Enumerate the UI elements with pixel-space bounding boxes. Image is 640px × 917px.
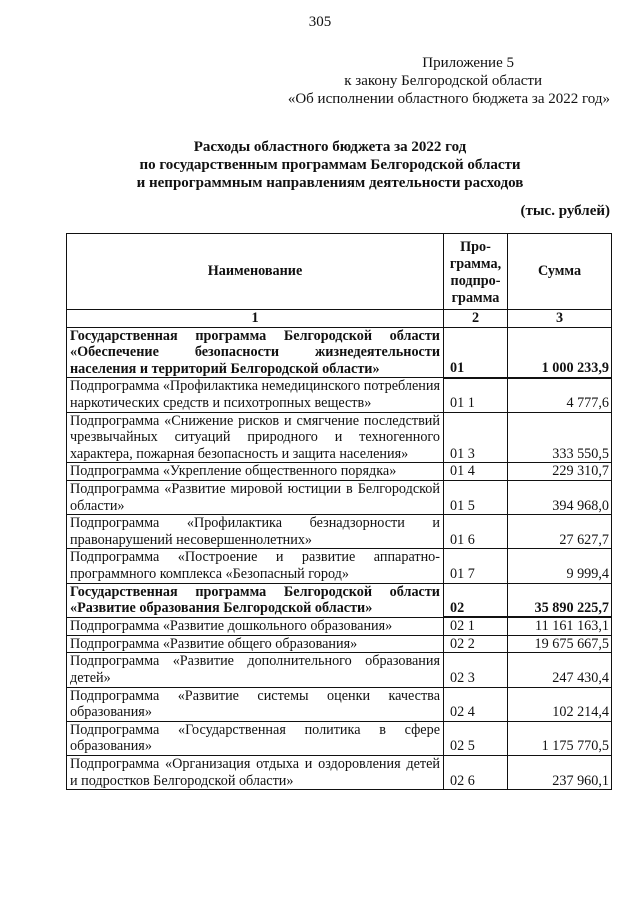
column-number-row xyxy=(67,310,612,328)
row-name: Подпрограмма «Укрепление общественного порядка» xyxy=(67,463,444,481)
row-name: Подпрограмма «Профилактика безнадзорности и правонарушений несовершеннолетних» xyxy=(67,515,444,549)
subprogram-row xyxy=(67,721,612,755)
expenditure-table xyxy=(66,233,612,790)
row-sum: 102 214,4 xyxy=(508,687,612,721)
appendix-line-2: к закону Белгородской области xyxy=(344,73,542,89)
program-row xyxy=(67,583,612,617)
row-code: 01 6 xyxy=(444,515,508,549)
row-code: 01 5 xyxy=(444,480,508,514)
row-name: Подпрограмма «Снижение рисков и смягчение последствий чрезвычайных ситуаций природного и техногенного характера, пожарная безопасность и защита населения» xyxy=(67,412,444,463)
column-number: 3 xyxy=(508,310,612,328)
row-name: Государственная программа Белгородской области «Развитие образования Белгородской области» xyxy=(67,583,444,617)
subprogram-row xyxy=(67,687,612,721)
table-header-row xyxy=(67,234,612,310)
row-sum: 19 675 667,5 xyxy=(508,635,612,653)
row-sum: 27 627,7 xyxy=(508,515,612,549)
row-code: 02 4 xyxy=(444,687,508,721)
program-row xyxy=(67,327,612,378)
row-code: 02 1 xyxy=(444,617,508,635)
row-sum: 9 999,4 xyxy=(508,549,612,583)
subprogram-row xyxy=(67,412,612,463)
row-sum: 237 960,1 xyxy=(508,755,612,789)
subprogram-row xyxy=(67,515,612,549)
units-label: (тыс. рублей) xyxy=(520,203,610,219)
row-sum: 1 175 770,5 xyxy=(508,721,612,755)
row-code: 02 6 xyxy=(444,755,508,789)
row-name: Подпрограмма «Развитие общего образования» xyxy=(67,635,444,653)
row-code: 01 3 xyxy=(444,412,508,463)
row-sum: 394 968,0 xyxy=(508,480,612,514)
row-sum: 35 890 225,7 xyxy=(508,583,612,617)
table-body xyxy=(67,327,612,790)
title-line-1: Расходы областного бюджета за 2022 год xyxy=(193,139,467,155)
subprogram-row xyxy=(67,463,612,481)
title-line-2: по государственным программам Белгородской области xyxy=(139,157,521,173)
header-sum: Сумма xyxy=(508,234,612,310)
row-sum: 1 000 233,9 xyxy=(508,327,612,378)
row-name: Подпрограмма «Организация отдыха и оздоровления детей и подростков Белгородской области» xyxy=(67,755,444,789)
row-name: Подпрограмма «Развитие дополнительного образования детей» xyxy=(67,653,444,687)
row-name: Подпрограмма «Построение и развитие аппаратно-программного комплекса «Безопасный город» xyxy=(67,549,444,583)
row-name: Подпрограмма «Профилактика немедицинского потребления наркотических средств и психотропных веществ» xyxy=(67,378,444,412)
row-sum: 229 310,7 xyxy=(508,463,612,481)
row-code: 01 xyxy=(444,327,508,378)
row-name: Подпрограмма «Развитие мировой юстиции в Белгородской области» xyxy=(67,480,444,514)
subprogram-row xyxy=(67,653,612,687)
subprogram-row xyxy=(67,635,612,653)
appendix-line-1: Приложение 5 xyxy=(422,55,514,71)
row-name: Государственная программа Белгородской области «Обеспечение безопасности жизнедеятельности населения и территорий Белгородской области» xyxy=(67,327,444,378)
subprogram-row xyxy=(67,480,612,514)
row-name: Подпрограмма «Развитие системы оценки качества образования» xyxy=(67,687,444,721)
column-number: 1 xyxy=(67,310,444,328)
row-sum: 4 777,6 xyxy=(508,378,612,412)
row-code: 02 2 xyxy=(444,635,508,653)
appendix-header xyxy=(250,54,610,108)
row-code: 02 xyxy=(444,583,508,617)
header-name: Наименование xyxy=(67,234,444,310)
subprogram-row xyxy=(67,549,612,583)
row-sum: 247 430,4 xyxy=(508,653,612,687)
title-line-3: и непрограммным направлениям деятельности расходов xyxy=(136,175,524,191)
row-code: 02 3 xyxy=(444,653,508,687)
header-code: Про-грамма, подпро-грамма xyxy=(444,234,508,310)
row-sum: 11 161 163,1 xyxy=(508,617,612,635)
row-code: 01 1 xyxy=(444,378,508,412)
appendix-line-3: «Об исполнении областного бюджета за 2022 год» xyxy=(287,91,610,107)
row-code: 01 4 xyxy=(444,463,508,481)
row-name: Подпрограмма «Государственная политика в сфере образования» xyxy=(67,721,444,755)
page-number: 305 xyxy=(308,14,332,30)
row-sum: 333 550,5 xyxy=(508,412,612,463)
row-name: Подпрограмма «Развитие дошкольного образования» xyxy=(67,617,444,635)
subprogram-row xyxy=(67,755,612,789)
column-number: 2 xyxy=(444,310,508,328)
subprogram-row xyxy=(67,617,612,635)
row-code: 01 7 xyxy=(444,549,508,583)
subprogram-row xyxy=(67,378,612,412)
row-code: 02 5 xyxy=(444,721,508,755)
document-title xyxy=(60,138,600,192)
